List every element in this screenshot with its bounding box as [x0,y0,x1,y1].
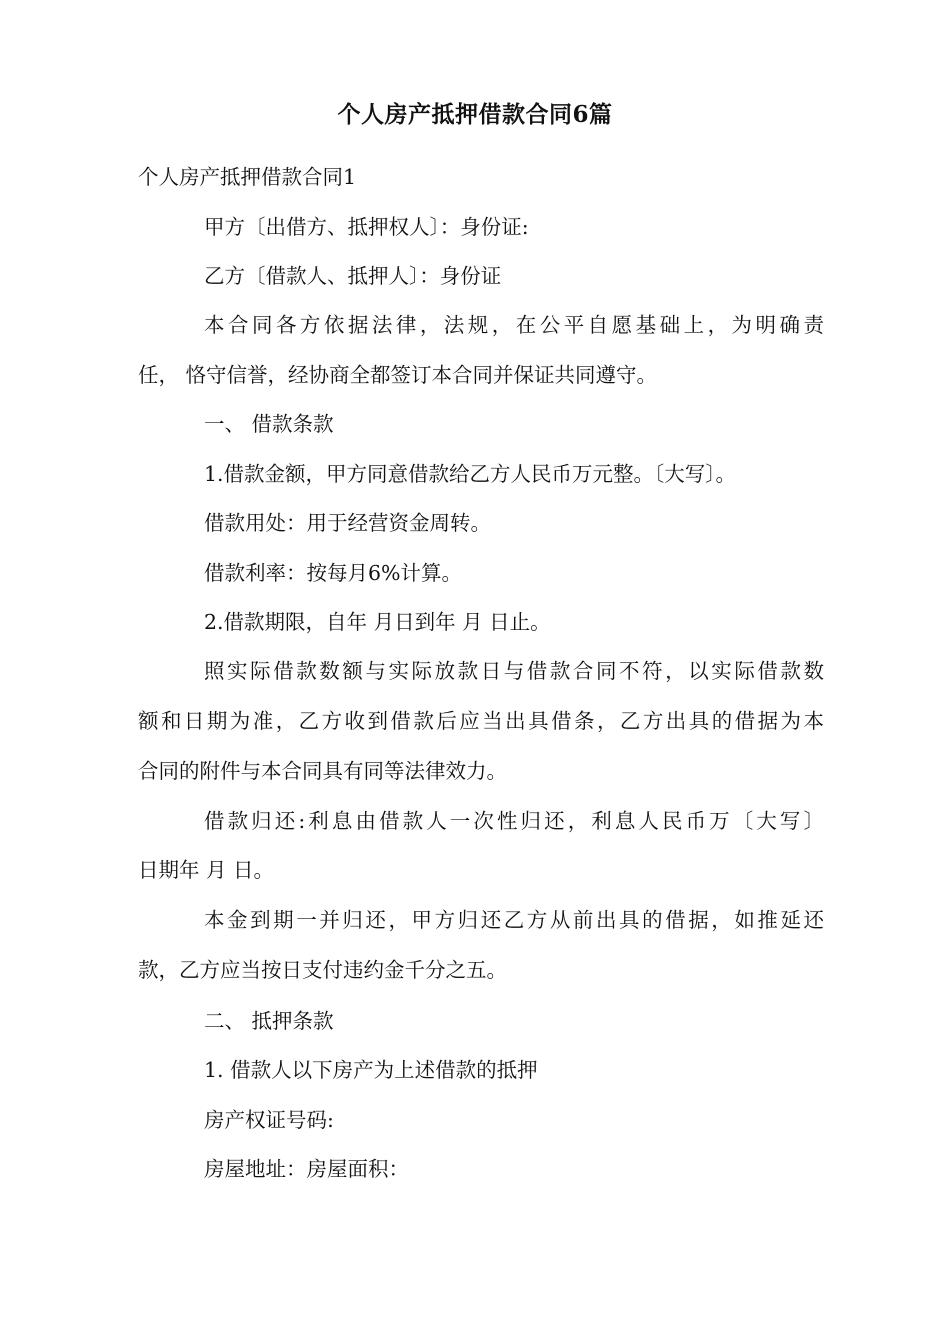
paragraph-line: 任， 恪守信誉，经协商全都签订本合同并保证共同遵守。 [138,363,658,387]
paragraph-line: 乙方〔借款人、抵押人〕：身份证 [204,264,502,288]
section-heading: 一、 借款条款 [204,412,334,436]
paragraph-line: 款，乙方应当按日支付违约金千分之五。 [138,958,507,982]
paragraph-line: 额和日期为准，乙方收到借款后应当出具借条，乙方出具的借据为本 [138,709,824,733]
paragraph-line: 照实际借款数额与实际放款日与借款合同不符，以实际借款数 [204,659,824,683]
paragraph-line: 1.借款金额，甲方同意借款给乙方人民币万元整。〔大写〕。 [204,462,737,486]
section-heading: 二、 抵押条款 [204,1009,334,1033]
paragraph-line: 房屋地址：房屋面积： [204,1157,409,1181]
paragraph-line: 本金到期一并归还，甲方归还乙方从前出具的借据，如推延还 [204,908,824,932]
paragraph-line: 1. 借款人以下房产为上述借款的抵押 [204,1058,538,1082]
paragraph-line: 合同的附件与本合同具有同等法律效力。 [138,759,507,783]
paragraph-line: 借款利率：按每月6%计算。 [204,561,463,585]
paragraph-line: 房产权证号码: [204,1108,334,1132]
paragraph-line: 2.借款期限，自年 月日到年 月 日止。 [204,610,551,634]
paragraph-line: 借款归还:利息由借款人一次性归还，利息人民币万〔大写〕 [204,809,824,833]
paragraph-line: 日期年 月 日。 [138,858,275,882]
contract-heading: 个人房产抵押借款合同1 [138,165,357,189]
document-title: 个人房产抵押借款合同6篇 [337,101,613,128]
paragraph-line: 借款用处：用于经营资金周转。 [204,511,491,535]
paragraph-line: 甲方〔出借方、抵押权人〕：身份证: [204,215,529,239]
paragraph-line: 本合同各方依据法律，法规，在公平自愿基础上，为明确责 [204,313,824,337]
